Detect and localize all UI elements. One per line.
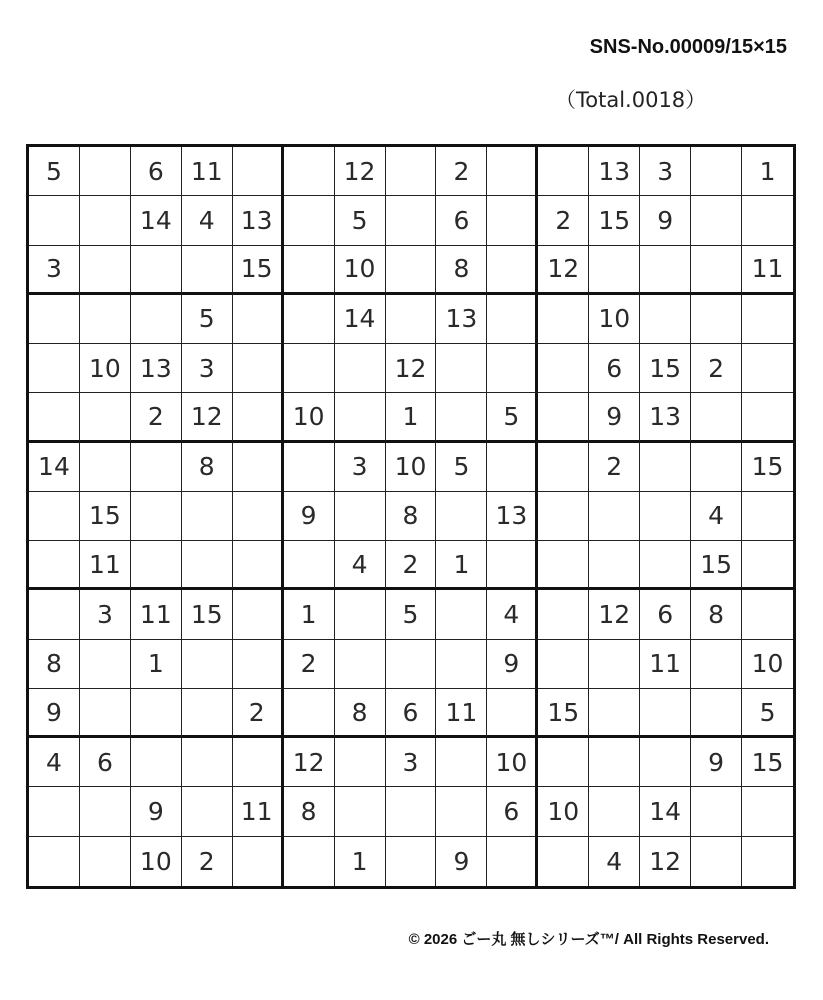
grid-cell[interactable]: [436, 640, 487, 689]
grid-cell[interactable]: 15: [691, 541, 742, 590]
grid-cell[interactable]: [233, 344, 284, 393]
grid-cell[interactable]: [29, 393, 80, 442]
grid-cell[interactable]: [233, 492, 284, 541]
grid-cell[interactable]: 11: [640, 640, 691, 689]
grid-cell[interactable]: 9: [29, 689, 80, 738]
grid-cell[interactable]: [589, 246, 640, 295]
grid-cell[interactable]: 15: [233, 246, 284, 295]
grid-cell[interactable]: [640, 541, 691, 590]
grid-cell[interactable]: [538, 492, 589, 541]
grid-cell[interactable]: [335, 787, 386, 836]
grid-cell[interactable]: [742, 837, 793, 886]
grid-cell[interactable]: 9: [284, 492, 335, 541]
grid-cell[interactable]: 12: [182, 393, 233, 442]
grid-cell[interactable]: [284, 443, 335, 492]
grid-cell[interactable]: [182, 492, 233, 541]
grid-cell[interactable]: [182, 640, 233, 689]
grid-cell[interactable]: 10: [386, 443, 437, 492]
grid-cell[interactable]: [80, 393, 131, 442]
grid-cell[interactable]: [80, 640, 131, 689]
grid-cell[interactable]: [487, 295, 538, 344]
grid-cell[interactable]: [691, 689, 742, 738]
grid-cell[interactable]: [131, 541, 182, 590]
grid-cell[interactable]: 9: [487, 640, 538, 689]
grid-cell[interactable]: [335, 492, 386, 541]
grid-cell[interactable]: 13: [589, 147, 640, 196]
grid-cell[interactable]: [233, 443, 284, 492]
grid-cell[interactable]: [29, 837, 80, 886]
grid-cell[interactable]: 6: [131, 147, 182, 196]
grid-cell[interactable]: 10: [742, 640, 793, 689]
grid-cell[interactable]: [640, 246, 691, 295]
grid-cell[interactable]: [335, 590, 386, 639]
grid-cell[interactable]: [182, 689, 233, 738]
grid-cell[interactable]: 10: [589, 295, 640, 344]
grid-cell[interactable]: [386, 246, 437, 295]
grid-cell[interactable]: [233, 541, 284, 590]
grid-cell[interactable]: 5: [386, 590, 437, 639]
grid-cell[interactable]: [487, 344, 538, 393]
grid-cell[interactable]: 1: [131, 640, 182, 689]
grid-cell[interactable]: 12: [284, 738, 335, 787]
grid-cell[interactable]: 13: [436, 295, 487, 344]
grid-cell[interactable]: [691, 295, 742, 344]
grid-cell[interactable]: 2: [386, 541, 437, 590]
sudoku-grid: [26, 144, 796, 889]
grid-cell[interactable]: [487, 246, 538, 295]
grid-cell[interactable]: 10: [80, 344, 131, 393]
grid-cell[interactable]: 11: [742, 246, 793, 295]
grid-cell[interactable]: [691, 640, 742, 689]
grid-cell[interactable]: 8: [182, 443, 233, 492]
grid-cell[interactable]: 8: [335, 689, 386, 738]
grid-cell[interactable]: [80, 295, 131, 344]
grid-cell[interactable]: 4: [29, 738, 80, 787]
grid-cell[interactable]: [436, 393, 487, 442]
grid-cell[interactable]: 12: [386, 344, 437, 393]
grid-cell[interactable]: [233, 738, 284, 787]
grid-cell[interactable]: [284, 689, 335, 738]
grid-cell[interactable]: [742, 393, 793, 442]
grid-cell[interactable]: [80, 147, 131, 196]
grid-cell[interactable]: 14: [29, 443, 80, 492]
grid-cell[interactable]: [233, 640, 284, 689]
grid-cell[interactable]: 1: [284, 590, 335, 639]
grid-cell[interactable]: [742, 787, 793, 836]
grid-cell[interactable]: [640, 738, 691, 787]
grid-cell[interactable]: [80, 246, 131, 295]
grid-cell[interactable]: [182, 246, 233, 295]
grid-cell[interactable]: 5: [436, 443, 487, 492]
grid-cell[interactable]: 5: [182, 295, 233, 344]
grid-cell[interactable]: [131, 689, 182, 738]
grid-cell[interactable]: [691, 787, 742, 836]
grid-cell[interactable]: [640, 443, 691, 492]
grid-cell[interactable]: [487, 147, 538, 196]
grid-cell[interactable]: 2: [131, 393, 182, 442]
grid-cell[interactable]: 1: [335, 837, 386, 886]
grid-cell[interactable]: [691, 837, 742, 886]
grid-cell[interactable]: [233, 393, 284, 442]
grid-cell[interactable]: [29, 492, 80, 541]
grid-cell[interactable]: 8: [29, 640, 80, 689]
grid-cell[interactable]: [538, 837, 589, 886]
grid-cell[interactable]: 5: [487, 393, 538, 442]
grid-cell[interactable]: 5: [29, 147, 80, 196]
grid-cell[interactable]: 11: [436, 689, 487, 738]
grid-cell[interactable]: [742, 344, 793, 393]
grid-cell[interactable]: [589, 640, 640, 689]
grid-cell[interactable]: 9: [640, 196, 691, 245]
grid-cell[interactable]: 14: [335, 295, 386, 344]
grid-cell[interactable]: 3: [335, 443, 386, 492]
grid-cell[interactable]: [742, 295, 793, 344]
grid-cell[interactable]: [386, 295, 437, 344]
grid-cell[interactable]: 3: [182, 344, 233, 393]
grid-cell[interactable]: [487, 541, 538, 590]
grid-cell[interactable]: 15: [80, 492, 131, 541]
grid-cell[interactable]: 10: [487, 738, 538, 787]
grid-cell[interactable]: [589, 492, 640, 541]
grid-cell[interactable]: [691, 393, 742, 442]
grid-cell[interactable]: [284, 541, 335, 590]
grid-cell[interactable]: 12: [538, 246, 589, 295]
grid-cell[interactable]: [742, 492, 793, 541]
grid-cell[interactable]: [29, 196, 80, 245]
grid-cell[interactable]: 1: [436, 541, 487, 590]
grid-cell[interactable]: [436, 590, 487, 639]
grid-cell[interactable]: [80, 787, 131, 836]
grid-cell[interactable]: 8: [284, 787, 335, 836]
grid-cell[interactable]: 6: [386, 689, 437, 738]
grid-cell[interactable]: 2: [284, 640, 335, 689]
grid-cell[interactable]: [80, 837, 131, 886]
puzzle-id: SNS-No.00009/15×15: [589, 36, 787, 58]
grid-cell[interactable]: [538, 344, 589, 393]
grid-cell[interactable]: 11: [80, 541, 131, 590]
grid-cell[interactable]: 5: [335, 196, 386, 245]
grid-cell[interactable]: 14: [640, 787, 691, 836]
grid-cell[interactable]: [284, 196, 335, 245]
grid-cell[interactable]: 3: [80, 590, 131, 639]
grid-cell[interactable]: [335, 640, 386, 689]
grid-cell[interactable]: [29, 787, 80, 836]
grid-cell[interactable]: [487, 837, 538, 886]
grid-cell[interactable]: 9: [131, 787, 182, 836]
grid-cell[interactable]: 8: [691, 590, 742, 639]
grid-cell[interactable]: [589, 689, 640, 738]
grid-cell[interactable]: [538, 590, 589, 639]
grid-cell[interactable]: [640, 295, 691, 344]
grid-cell[interactable]: 10: [131, 837, 182, 886]
grid-cell[interactable]: [131, 492, 182, 541]
grid-cell[interactable]: 2: [589, 443, 640, 492]
grid-cell[interactable]: [436, 344, 487, 393]
grid-cell[interactable]: 13: [131, 344, 182, 393]
grid-cell[interactable]: 4: [182, 196, 233, 245]
grid-cell[interactable]: 6: [487, 787, 538, 836]
copyright-notice: © 2026 ごー丸 無しシリーズ™/ All Rights Reserved.: [408, 931, 769, 948]
grid-cell[interactable]: [233, 147, 284, 196]
grid-cell[interactable]: 4: [691, 492, 742, 541]
grid-cell[interactable]: 4: [487, 590, 538, 639]
grid-cell[interactable]: [182, 541, 233, 590]
grid-cell[interactable]: [589, 787, 640, 836]
grid-cell[interactable]: 9: [589, 393, 640, 442]
grid-cell[interactable]: [284, 246, 335, 295]
puzzle-total: （Total.0018）: [555, 88, 707, 112]
grid-cell[interactable]: 10: [284, 393, 335, 442]
grid-cell[interactable]: [742, 196, 793, 245]
grid-cell[interactable]: [80, 443, 131, 492]
grid-cell[interactable]: [80, 196, 131, 245]
grid-cell[interactable]: 15: [742, 443, 793, 492]
grid-cell[interactable]: [538, 541, 589, 590]
grid-cell[interactable]: 15: [182, 590, 233, 639]
grid-cell[interactable]: 4: [589, 837, 640, 886]
grid-cell[interactable]: [131, 246, 182, 295]
grid-cell[interactable]: 3: [640, 147, 691, 196]
grid-cell[interactable]: [691, 147, 742, 196]
grid-cell[interactable]: [335, 393, 386, 442]
grid-cell[interactable]: [386, 640, 437, 689]
grid-cell[interactable]: 3: [386, 738, 437, 787]
grid-cell[interactable]: 13: [487, 492, 538, 541]
grid-cell[interactable]: [131, 738, 182, 787]
grid-cell[interactable]: [487, 689, 538, 738]
grid-cell[interactable]: 12: [640, 837, 691, 886]
grid-cell[interactable]: [436, 738, 487, 787]
grid-cell[interactable]: 11: [131, 590, 182, 639]
grid-cell[interactable]: [29, 590, 80, 639]
grid-cell[interactable]: [436, 787, 487, 836]
grid-cell[interactable]: [29, 541, 80, 590]
grid-cell[interactable]: [284, 344, 335, 393]
grid-cell[interactable]: [691, 246, 742, 295]
grid-cell[interactable]: 11: [233, 787, 284, 836]
grid-cell[interactable]: 2: [691, 344, 742, 393]
grid-cell[interactable]: 9: [436, 837, 487, 886]
grid-cell[interactable]: 15: [589, 196, 640, 245]
grid-cell[interactable]: [386, 837, 437, 886]
grid-cell[interactable]: [487, 196, 538, 245]
grid-cell[interactable]: 13: [640, 393, 691, 442]
grid-cell[interactable]: [386, 147, 437, 196]
grid-cell[interactable]: [182, 787, 233, 836]
grid-cell[interactable]: [29, 344, 80, 393]
grid-cell[interactable]: [233, 295, 284, 344]
grid-cell[interactable]: [335, 344, 386, 393]
grid-cell[interactable]: [436, 492, 487, 541]
grid-cell[interactable]: 6: [436, 196, 487, 245]
grid-cell[interactable]: 6: [640, 590, 691, 639]
grid-cell[interactable]: [640, 492, 691, 541]
grid-cell[interactable]: 15: [538, 689, 589, 738]
grid-cell[interactable]: [386, 787, 437, 836]
grid-cell[interactable]: [182, 738, 233, 787]
grid-cell[interactable]: [487, 443, 538, 492]
grid-cell[interactable]: [589, 738, 640, 787]
grid-cell[interactable]: [131, 443, 182, 492]
grid-cell[interactable]: 8: [386, 492, 437, 541]
grid-cell[interactable]: [538, 393, 589, 442]
grid-cell[interactable]: [335, 738, 386, 787]
grid-cell[interactable]: 15: [742, 738, 793, 787]
grid-cell[interactable]: [29, 295, 80, 344]
grid-cell[interactable]: 2: [182, 837, 233, 886]
grid-cell[interactable]: 6: [80, 738, 131, 787]
grid-cell[interactable]: 11: [182, 147, 233, 196]
grid-cell[interactable]: 14: [131, 196, 182, 245]
grid-cell[interactable]: [386, 196, 437, 245]
grid-cell[interactable]: 1: [386, 393, 437, 442]
grid-cell[interactable]: [691, 443, 742, 492]
grid-cell[interactable]: 12: [335, 147, 386, 196]
grid-cell[interactable]: [284, 837, 335, 886]
grid-cell[interactable]: 12: [589, 590, 640, 639]
grid-cell[interactable]: [233, 590, 284, 639]
grid-cell[interactable]: [233, 837, 284, 886]
grid-cell[interactable]: [691, 196, 742, 245]
grid-cell[interactable]: 10: [335, 246, 386, 295]
grid-cell[interactable]: [742, 541, 793, 590]
grid-cell[interactable]: [640, 689, 691, 738]
grid-cell[interactable]: [284, 295, 335, 344]
grid-cell[interactable]: [538, 295, 589, 344]
grid-cell[interactable]: 4: [335, 541, 386, 590]
grid-cell[interactable]: [80, 689, 131, 738]
grid-cell[interactable]: [131, 295, 182, 344]
grid-cell[interactable]: [538, 640, 589, 689]
grid-cell[interactable]: 2: [538, 196, 589, 245]
grid-cell[interactable]: 13: [233, 196, 284, 245]
grid-cell[interactable]: 2: [233, 689, 284, 738]
grid-cell[interactable]: 5: [742, 689, 793, 738]
grid-cell[interactable]: 1: [742, 147, 793, 196]
grid-cell[interactable]: 3: [29, 246, 80, 295]
grid-cell[interactable]: 10: [538, 787, 589, 836]
grid-cell[interactable]: [284, 147, 335, 196]
grid-cell[interactable]: 9: [691, 738, 742, 787]
grid-cell[interactable]: [538, 738, 589, 787]
grid-cell[interactable]: 6: [589, 344, 640, 393]
grid-cell[interactable]: 2: [436, 147, 487, 196]
grid-cell[interactable]: [538, 443, 589, 492]
grid-cell[interactable]: 8: [436, 246, 487, 295]
grid-cell[interactable]: [742, 590, 793, 639]
grid-cell[interactable]: [589, 541, 640, 590]
grid-cell[interactable]: 15: [640, 344, 691, 393]
grid-cell[interactable]: [538, 147, 589, 196]
